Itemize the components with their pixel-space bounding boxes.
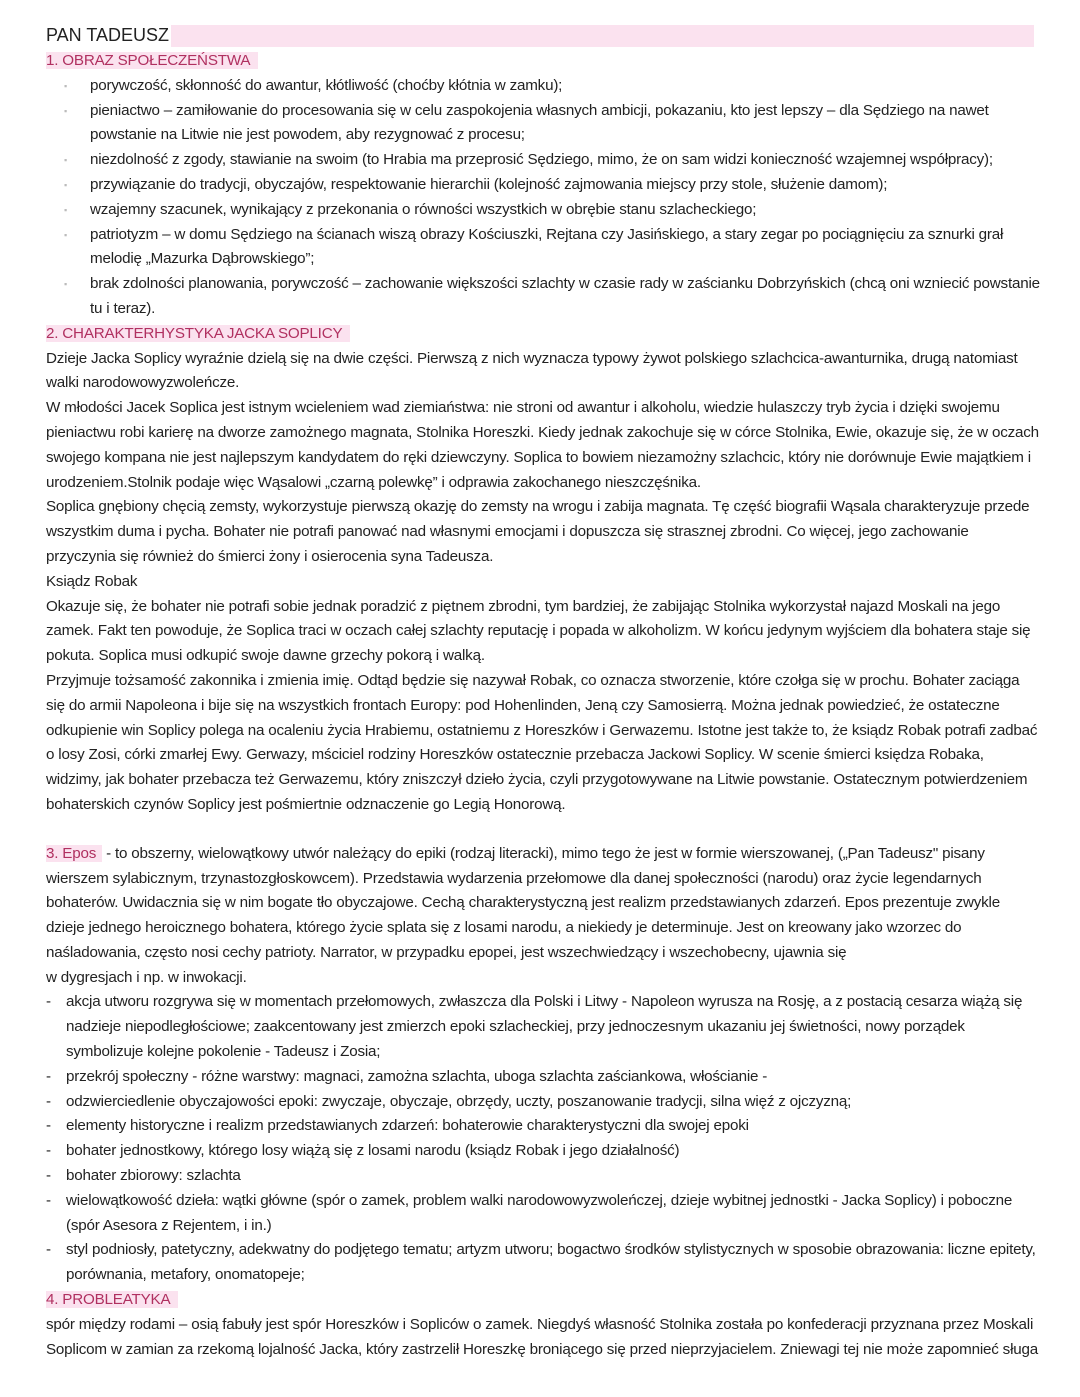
- section-1-list: [46, 74, 1040, 322]
- subheading-ksiadz-robak: Ksiądz Robak: [46, 572, 138, 590]
- paragraph: spór między rodami – osią fabuły jest spór Horeszków i Sopliców o zamek. Niegdyś własność Stolnika została po konfederacji przyznana przez Moskali Soplicom w zamian za rzekomą lojalność Jacka, który zastrzelił Horeszkę broniącego się przed nieprzyjacielem. Zniewagi tej nie może zapomnieć sługa: [46, 1315, 1038, 1358]
- list-item: ▪ przywiązanie do tradycji, obyczajów, respektowanie hierarchii (kolejność zajmowania miejscy przy stole, służenie damom);: [90, 173, 1040, 198]
- list-item: ▪ niezdolność z zgody, stawianie na swoim (to Hrabia ma przeprosić Sędziego, mimo, że on sam widzi konieczność wzajemnej współpracy);: [90, 148, 1040, 173]
- list-item: - bohater zbiorowy: szlachta: [66, 1164, 1040, 1189]
- paragraph: Przyjmuje tożsamość zakonnika i zmienia imię. Odtąd będzie się nazywał Robak, co oznacza stworzenie, które czołga się w prochu. Bohater zaciąga się do armii Napoleona i bije się na wszystkich frontach Europy: pod Hohenlinden, Jeną czy Samosierrą. Można jednak powiedzieć, że ostateczne odkupienie win Soplicy polega na ocaleniu życia Hrabiemu, ostatniemu z Horeszków i Gerwazemu. Istotne jest także to, że ksiądz Robak potrafi zadbać o losy Zosi, córki zmarłej Ewy. Gerwazy, mściciel rodziny Horeszków ostatecznie przebacza Jackowi Soplicy. W scenie śmierci księdza Robaka, widzimy, jak bohater przebacza też Gerwazemu, który zniszczył dzieło życia, czyli przygotowywane na Litwie powstanie. Ostatecznym potwierdzeniem bohaterskich czynów Soplicy jest pośmiertnie odznaczenie go Legią Honorową.: [46, 671, 1038, 813]
- section-1-heading: 1. OBRAZ SPOŁECZEŃSTWA: [46, 49, 1040, 74]
- list-item: - styl podniosły, patetyczny, adekwatny do podjętego tematu; artyzm utworu; bogactwo środków stylistycznych w sposobie obrazowania: liczne epitety, porównania, metafory, onomatopeje;: [66, 1238, 1040, 1288]
- list-item: ▪ wzajemny szacunek, wynikający z przekonania o równości wszystkich w obrębie stanu szlacheckiego;: [90, 198, 1040, 223]
- section-3-heading: 3. Epos: [46, 845, 102, 862]
- list-item: ▪ patriotyzm – w domu Sędziego na ścianach wiszą obrazy Kościuszki, Rejtana czy Jasińskiego, a stary zegar po pociągnięciu za sznurki grał melodię „Mazurka Dąbrowskiego”;: [90, 223, 1040, 273]
- list-item: - wielowątkowość dzieła: wątki główne (spór o zamek, problem walki narodowowyzwoleńczej, dzieje wybitnej jednostki - Jacka Soplicy) i poboczne (spór Asesora z Rejentem, i in.): [66, 1189, 1040, 1239]
- paragraph: w dygresjach i np. w inwokacji.: [46, 968, 247, 986]
- list-item: - bohater jednostkowy, którego losy wiążą się z losami narodu (ksiądz Robak i jego działalność): [66, 1139, 1040, 1164]
- section-2-heading: 2. CHARAKTERHYSTYKA JACKA SOPLICY: [46, 322, 1040, 347]
- section-3-list: [46, 990, 1040, 1288]
- paragraph: Okazuje się, że bohater nie potrafi sobie jednak poradzić z piętnem zbrodni, tym bardziej, że zabijając Stolnika wykorzystał najazd Moskali na jego zamek. Fakt ten powoduje, że Soplica traci w oczach całej szlachty reputację i popada w alkoholizm. W końcu jedynym wyjściem dla bohatera staje się pokuta. Soplica musi odkupić swoje dawne grzechy pokorą i walką.: [46, 597, 1031, 665]
- list-item: ▪ pieniactwo – zamiłowanie do procesowania się w celu zaspokojenia własnych ambicji, pokazaniu, kto jest lepszy – dla Sędziego na nawet powstanie na Litwie nie jest powodem, aby rezygnować z procesu;: [90, 99, 1040, 149]
- title-row: [46, 22, 1040, 49]
- list-item: - elementy historyczne i realizm przedstawianych zdarzeń: bohaterowie charakterystyczni dla swojej epoki: [66, 1114, 1040, 1139]
- list-item: - przekrój społeczny - różne warstwy: magnaci, zamożna szlachta, uboga szlachta zaściankowa, włościanie -: [66, 1065, 1040, 1090]
- spacer: [46, 818, 1040, 842]
- paragraph: W młodości Jacek Soplica jest istnym wcieleniem wad ziemiaństwa: nie stroni od awantur i alkoholu, wiedzie hulaszczy tryb życia i dzięki swojemu pieniactwu robi karierę na dworze zamożnego magnata, Stolnika Horeszki. Kiedy jednak zakochuje się w córce Stolnika, Ewie, okazuje się, że w oczach swojego kompana nie jest najlepszym kandydatem do ręki dziewczyny. Soplica to bowiem niezamożny szlachcic, który nie dorównuje Ewie majątkiem i urodzeniem.Stolnik podaje więc Wąsalowi „czarną polewkę” i odprawia zakochanego nieszczęśnika.: [46, 399, 1039, 491]
- section-4-heading: 4. PROBLEATYKA: [46, 1288, 1040, 1313]
- list-item: ▪ porywczość, skłonność do awantur, kłótliwość (choćby kłótnia w zamku);: [90, 74, 1040, 99]
- title-highlight-band: [171, 25, 1034, 47]
- paragraph: Dzieje Jacka Soplicy wyraźnie dzielą się na dwie części. Pierwszą z nich wyznacza typowy żywot polskiego szlachcica-awanturnika, drugą natomiast walki narodowowyzwoleńcze.: [46, 349, 1018, 392]
- page-title: PAN TADEUSZ: [46, 25, 170, 46]
- section-3-text: - to obszerny, wielowątkowy utwór należący do epiki (rodzaj literacki), mimo tego że jest w formie wierszowanej, („Pan Tadeusz" pisany wierszem sylabicznym, trzynastozgłoskowcem). Przedstawia wydarzenia przełomowe dla danej społeczności (narodu) oraz życie legendarnych bohaterów. Uwidacznia się w nim bogate tło obyczajowe. Cechą charakterystyczną jest realizm przedstawianych zdarzeń. Epos prezentuje zwykle dzieje jednego heroicznego bohatera, którego życie splata się z losami narodu, a niekiedy je determinuje. Jest on kreowany jako wzorzec do naśladowania, często nosi cechy patrioty. Narrator, w przypadku epopei, jest wszechwiedzący i wszechobecny, ujawnia się: [46, 844, 1000, 961]
- paragraph: Soplica gnębiony chęcią zemsty, wykorzystuje pierwszą okazję do zemsty na wrogu i zabija magnata. Tę część biografii Wąsala charakteryzuje przede wszystkim duma i pycha. Bohater nie potrafi panować nad własnymi emocjami i dopuszcza się strasznej zbrodni. Co więcej, jego zachowanie przyczynia się również do śmierci żony i osierocenia syna Tadeusza.: [46, 498, 1030, 565]
- list-item: - akcja utworu rozgrywa się w momentach przełomowych, zwłaszcza dla Polski i Litwy - Napoleon wyrusza na Rosję, a z postacią cesarza wiążą się nadzieje niepodległościowe; zaakcentowany jest zmierzch epoki szlacheckiej, przy jednoczesnym ukazaniu jej świetności, nowy porządek symbolizuje kolejne pokolenie - Tadeusz i Zosia;: [66, 990, 1040, 1064]
- list-item: - odzwierciedlenie obyczajowości epoki: zwyczaje, obyczaje, obrzędy, uczty, poszanowanie tradycji, silna więź z ojczyzną;: [66, 1090, 1040, 1115]
- section-3-paragraph: [46, 842, 1040, 966]
- list-item: ▪ brak zdolności planowania, porywczość – zachowanie większości szlachty w czasie rady w zaścianku Dobrzyńskich (chcą oni wzniecić powstanie tu i teraz).: [90, 272, 1040, 322]
